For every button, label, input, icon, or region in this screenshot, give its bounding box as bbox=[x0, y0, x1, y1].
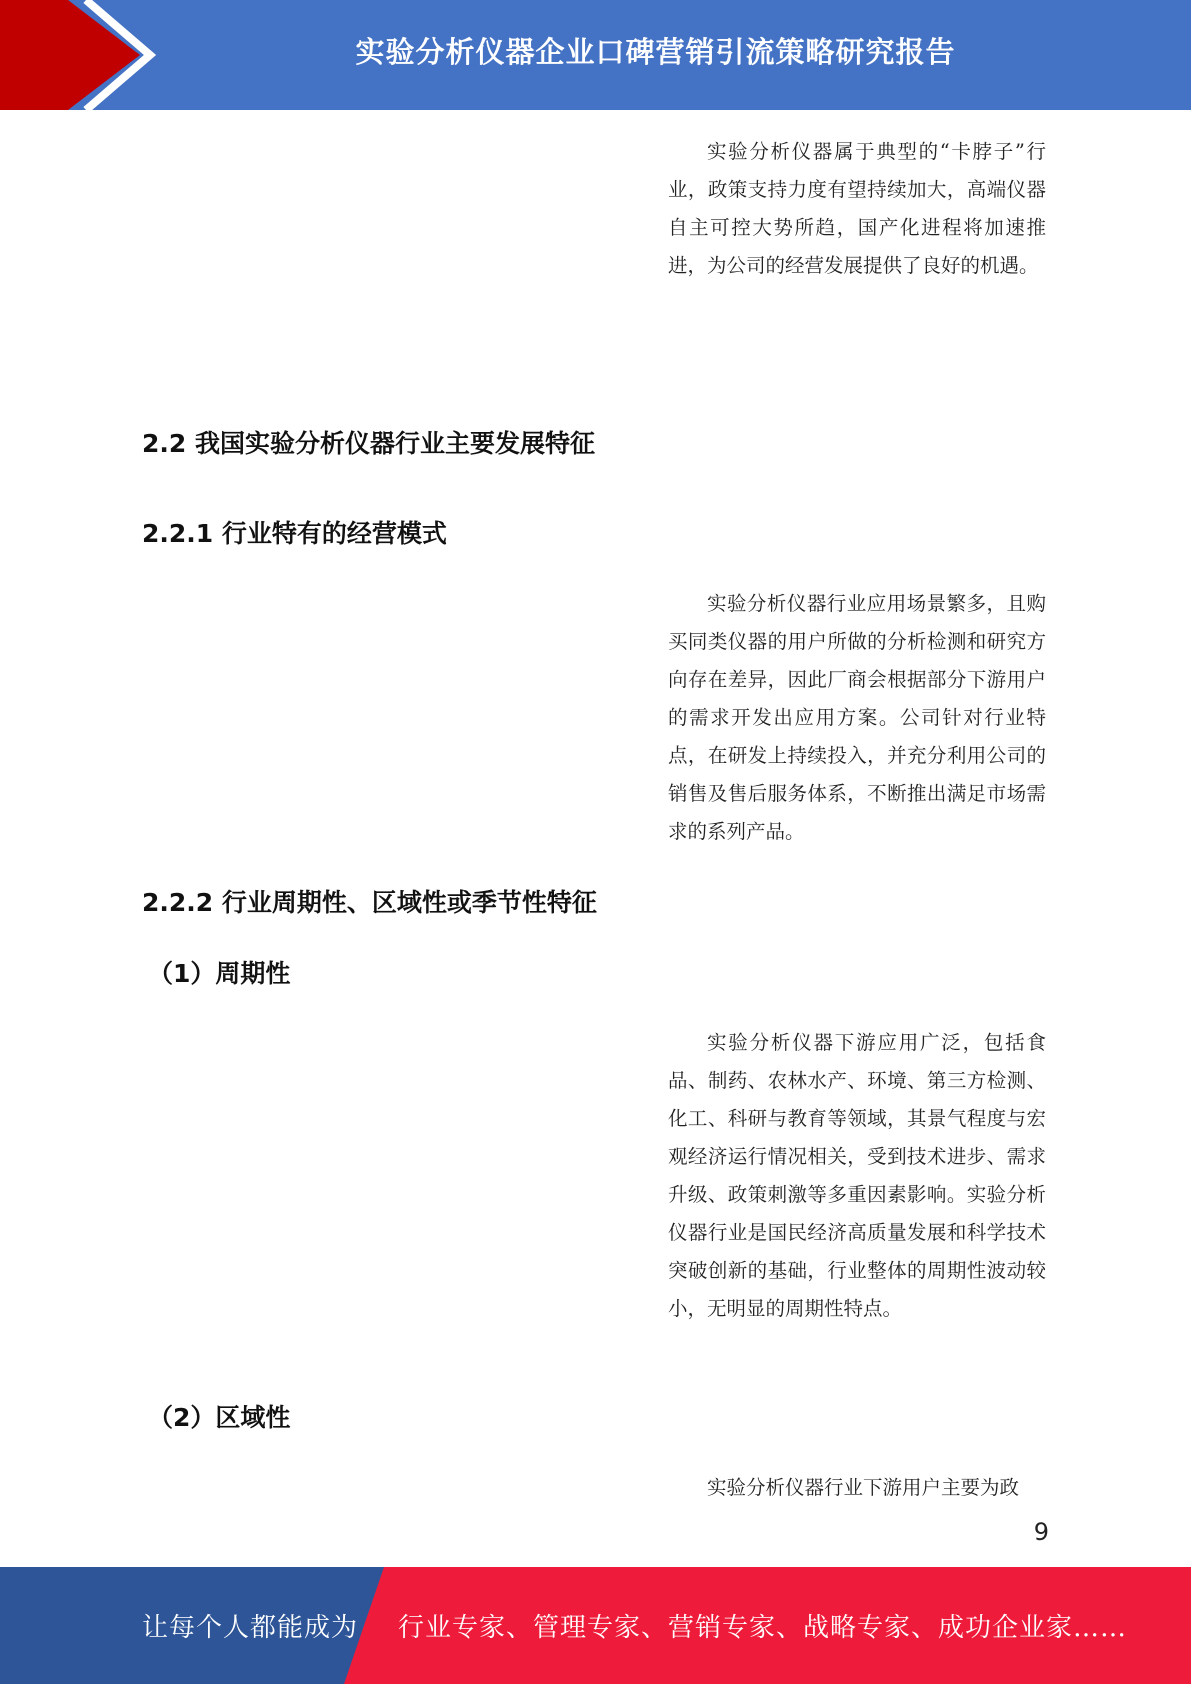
section-heading-2-2-1: 2.2.1 行业特有的经营模式 bbox=[142, 519, 447, 548]
page-number: 9 bbox=[1033, 1518, 1049, 1546]
paragraph-policy-support: 实验分析仪器属于典型的“卡脖子”行业，政策支持力度有望持续加大，高端仪器自主可控大势所趋，国产化进程将加速推进，为公司的经营发展提供了良好的机遇。 bbox=[668, 140, 1046, 277]
paragraph-business-model: 实验分析仪器行业应用场景繁多，且购买同类仪器的用户所做的分析检测和研究方向存在差异，因此厂商会根据部分下游用户的需求开发出应用方案。公司针对行业特点，在研发上持续投入，并充分利用公司的销售及售后服务体系，不断推出满足市场需求的系列产品。 bbox=[668, 592, 1046, 843]
footer-slogan-right: 行业专家、管理专家、营销专家、战略专家、成功企业家…… bbox=[398, 1613, 1128, 1643]
section-heading-2-2: 2.2 我国实验分析仪器行业主要发展特征 bbox=[142, 429, 595, 458]
report-title: 实验分析仪器企业口碑营销引流策略研究报告 bbox=[355, 34, 956, 69]
red-arrow-decoration bbox=[0, 0, 170, 110]
page-footer bbox=[0, 1567, 1191, 1684]
subheading-regionality: （2）区域性 bbox=[148, 1403, 291, 1432]
paragraph-cyclicality: 实验分析仪器下游应用广泛，包括食品、制药、农林水产、环境、第三方检测、化工、科研与教育等领域，其景气程度与宏观经济运行情况相关，受到技术进步、需求升级、政策刺激等多重因素影响。实验分析仪器行业是国民经济高质量发展和科学技术突破创新的基础，行业整体的周期性波动较小，无明显的周期性特点。 bbox=[668, 1031, 1046, 1320]
paragraph-regionality: 实验分析仪器行业下游用户主要为政 bbox=[707, 1476, 1020, 1499]
footer-slogan-left: 让每个人都能成为 bbox=[142, 1613, 359, 1643]
section-heading-2-2-2: 2.2.2 行业周期性、区域性或季节性特征 bbox=[142, 888, 597, 917]
page-header bbox=[0, 0, 1191, 110]
subheading-cyclicality: （1）周期性 bbox=[148, 959, 291, 988]
